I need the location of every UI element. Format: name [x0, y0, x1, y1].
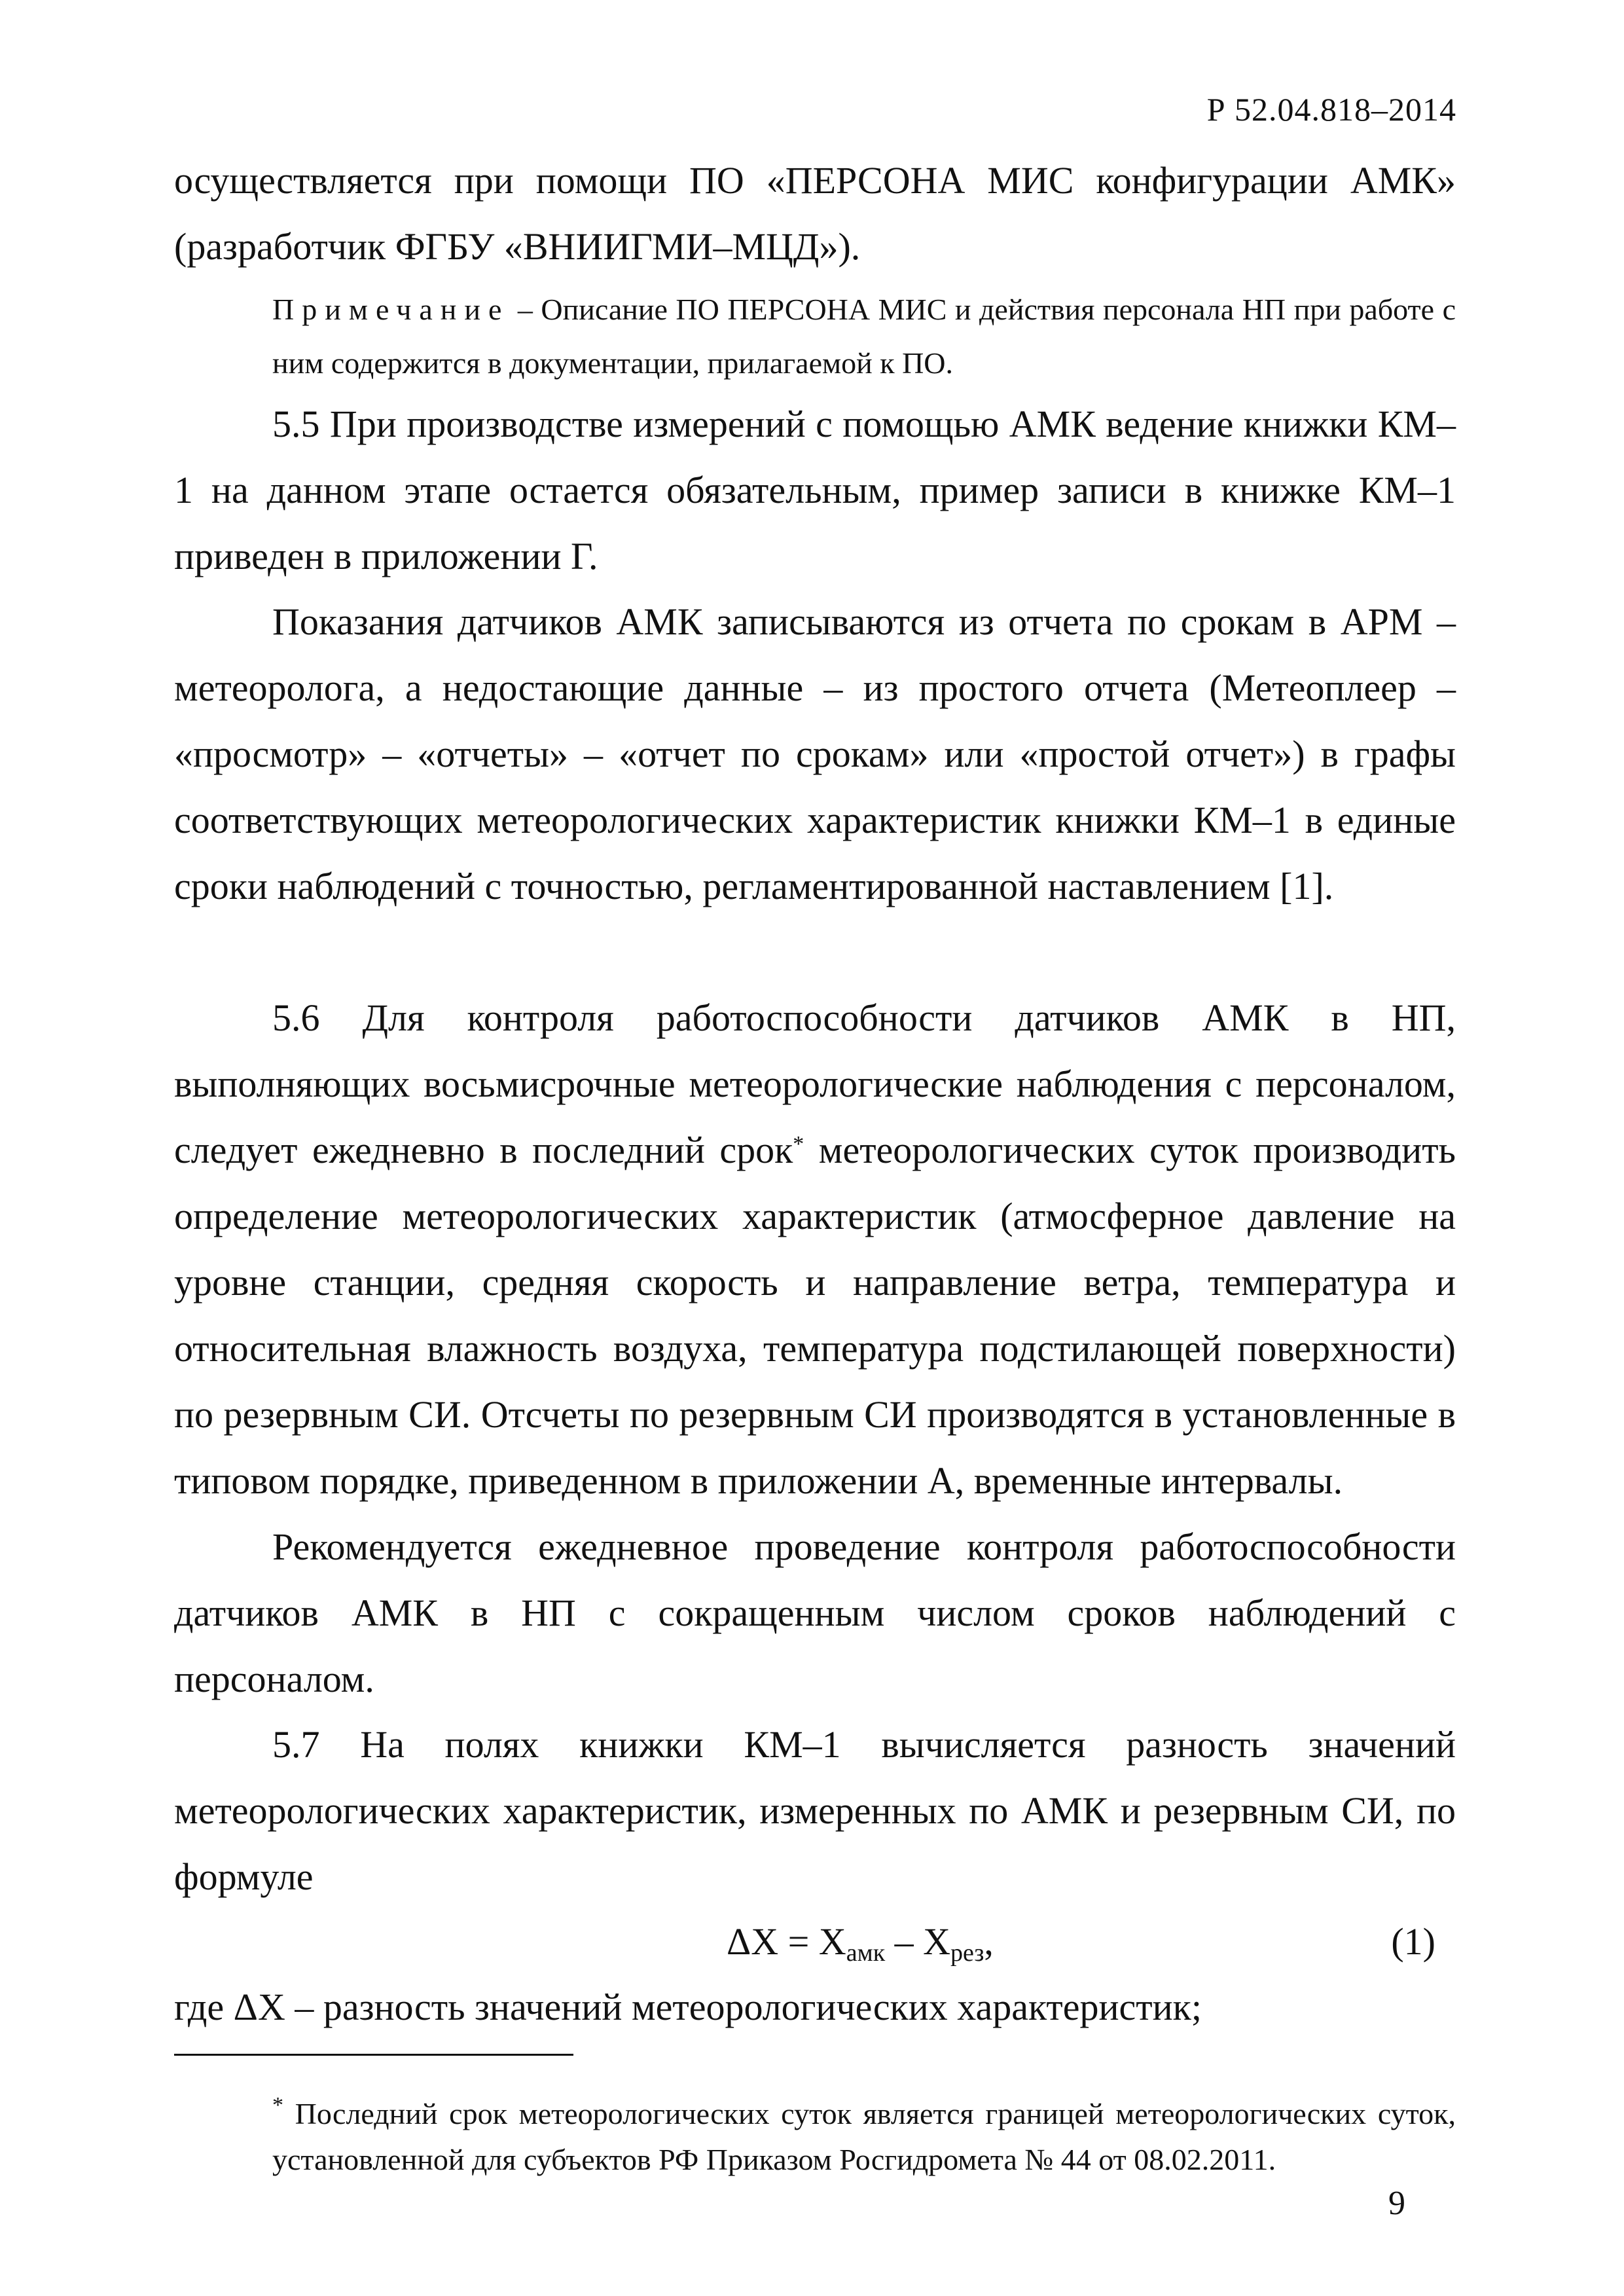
footnote-reference[interactable]: *: [793, 1132, 804, 1156]
readings-paragraph: [174, 589, 1456, 919]
recommendation-paragraph: [174, 1514, 1456, 1712]
footnote-mark: *: [272, 2093, 283, 2117]
section-5-6-text: [174, 985, 1456, 1514]
continuation-paragraph: [174, 147, 1456, 280]
note-text: – Описание ПО ПЕРСОНА МИС и действия персонала НП при работе с ним содержится в документации, прилагаемой к ПО.: [272, 293, 1456, 380]
note-label: Примечание: [272, 293, 510, 326]
footnote-text-line: [174, 2091, 1456, 2183]
continuation-text: осуществляется при помощи ПО «ПЕРСОНА МИС конфигурации АМК» (разработчик ФГБУ «ВНИИГМИ–МЦД»).: [174, 159, 1456, 268]
section-5-6-after: метеорологических суток производить определение метеорологических характеристик (атмосферное давление на уровне станции, средняя скорость и направление ветра, температура и относительная влажность воздуха, температура подстилающей поверхности) по резервным СИ. Отсчеты по резервным СИ производятся в установленные в типовом порядке, приведенном в приложении А, временные интервалы.: [174, 1129, 1456, 1502]
readings-text: Показания датчиков АМК записываются из отчета по срокам в АРМ – метеоролога, а недостающие данные – из простого отчета (Метеоплеер – «просмотр» – «отчеты» – «отчет по срокам» или «простой отчет») в графы соответствующих метеорологических характеристик книжки КМ–1 в единые сроки наблюдений с точностью, регламентированной наставлением [1].: [174, 600, 1456, 907]
footnote-text: Последний срок метеорологических суток является границей метеорологических суток, установленной для субъектов РФ Приказом Росгидромета № 44 от 08.02.2011.: [272, 2097, 1456, 2176]
formula-sub-rez: рез: [950, 1939, 984, 1967]
where-line: где ΔX – разность значений метеорологических характеристик;: [174, 1986, 1202, 2028]
footnote-divider: [174, 2054, 573, 2056]
note-block: [174, 283, 1456, 390]
section-5-7: [174, 1711, 1456, 1910]
formula-sub-amk: амк: [846, 1939, 886, 1967]
formula-tail: ,: [984, 1920, 994, 1963]
section-5-6: [174, 985, 1456, 1514]
formula-lhs: ΔX = X: [727, 1920, 846, 1963]
section-5-5-text: 5.5 При производстве измерений с помощью АМК ведение книжки КМ–1 на данном этапе остается обязательным, пример записи в книжке КМ–1 приведен в приложении Г.: [174, 403, 1456, 577]
formula-mid: – X: [885, 1920, 951, 1963]
recommendation-text: Рекомендуется ежедневное проведение контроля работоспособности датчиков АМК в НП с сокращенным числом сроков наблюдений с персоналом.: [174, 1525, 1456, 1700]
section-5-7-text: 5.7 На полях книжки КМ–1 вычисляется разность значений метеорологических характеристик, измеренных по АМК и резервным СИ, по формуле: [174, 1723, 1456, 1898]
footnote: [174, 2061, 1456, 2213]
section-5-5: [174, 391, 1456, 589]
page-number: 9: [1388, 2185, 1405, 2222]
document-code: Р 52.04.818–2014: [1206, 91, 1456, 128]
section-5-6-before: 5.6 Для контроля работоспособности датчиков АМК в НП, выполняющих восьмисрочные метеорологические наблюдения с персоналом, следует ежедневно в последний срок: [174, 996, 1456, 1171]
formula-number: (1): [1391, 1920, 1435, 1963]
note-paragraph: [174, 283, 1456, 390]
